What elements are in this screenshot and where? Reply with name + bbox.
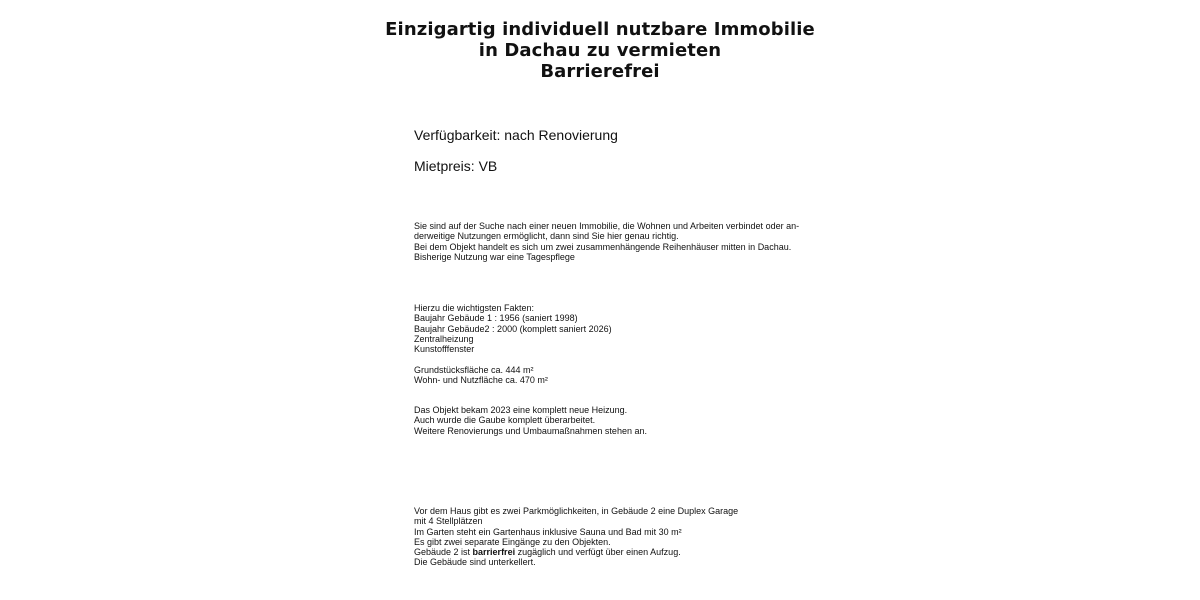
fact-item: Kunstofffenster [414,344,475,355]
title-line-3: Barrierefrei [540,61,660,82]
listing-title [0,19,1200,82]
accessible-suffix: zugäglich und verfügt über einen Aufzug. [515,547,681,558]
accessible-bold: barrierfrei [472,547,516,558]
intro-line: derweitige Nutzungen ermöglicht, dann sind Sie hier genau richtig. [414,231,679,242]
fact-item: Baujahr Gebäude 1 : 1956 (saniert 1998) [414,313,578,324]
title-line-2: in Dachau zu vermieten [478,40,722,61]
availability-text: Verfügbarkeit: nach Renovierung [414,127,618,143]
renovation-line: Das Objekt bekam 2023 eine komplett neue Heizung. [414,405,628,415]
renovation-line: Auch wurde die Gaube komplett überarbeitet. [414,415,596,426]
intro-line: Bisherige Nutzung war eine Tagespflege [414,251,575,262]
rent-text: Mietpreis: VB [414,158,498,174]
renovation-line: Weitere Renovierungs und Umbaumaßnahmen stehen an. [414,425,647,436]
facts-section [414,303,612,385]
feature-line: Vor dem Haus gibt es zwei Parkmöglichkeiten, in Gebäude 2 eine Duplex Garage [414,506,739,516]
area-item: Wohn- und Nutzfläche ca. 470 m² [414,375,548,386]
intro-paragraph [414,221,799,262]
renovation-paragraph [414,405,647,436]
intro-line: Sie sind auf der Suche nach einer neuen Immobilie, die Wohnen und Arbeiten verbindet oder an- [414,221,800,231]
feature-line: mit 4 Stellplätzen [414,516,483,527]
fact-item: Zentralheizung [414,333,474,344]
feature-line: Die Gebäude sind unterkellert. [414,557,536,568]
fact-item: Baujahr Gebäude2 : 2000 (komplett saniert 2026) [414,323,612,334]
feature-line: Es gibt zwei separate Eingänge zu den Objekten. [414,536,611,547]
accessible-prefix: Gebäude 2 ist [414,547,473,558]
area-item: Grundstücksfläche ca. 444 m² [414,364,534,375]
features-paragraph [414,506,738,568]
facts-heading: Hierzu die wichtigsten Fakten: [414,303,535,313]
intro-line: Bei dem Objekt handelt es sich um zwei zusammenhängende Reihenhäuser mitten in Dachau. [414,241,792,252]
feature-line: Im Garten steht ein Gartenhaus inklusive Sauna und Bad mit 30 m² [414,526,682,537]
title-line-1: Einzigartig individuell nutzbare Immobilie [385,19,815,40]
accessible-line [414,547,738,557]
